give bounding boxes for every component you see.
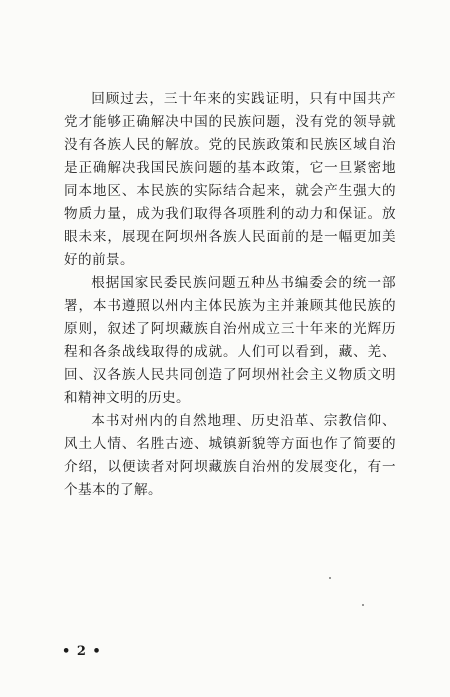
scan-speck <box>362 604 364 606</box>
paragraph-1: 回顾过去，三十年来的实践证明，只有中国共产党才能够正确解决中国的民族问题，没有党的领导就没有各族人民的解放。党的民族政策和民族区域自治是正确解决我国民族问题的基本政策，它一旦紧密地同本地区、本民族的实际结合起来，就会产生强大的物质力量，成为我们取得各项胜利的动力和保证。放眼未来，展现在阿坝州各族人民面前的是一幅更加美好的前景。 <box>64 91 396 268</box>
paragraph-3: 本书对州内的自然地理、历史沿革、宗教信仰、风土人情、名胜古迹、城镇新貌等方面也作了简要的介绍，以便读者对阿坝藏族自治州的发展变化，有一个基本的了解。 <box>64 413 396 498</box>
paragraph-2: 根据国家民委民族问题五种丛书编委会的统一部署，本书遵照以州内主体民族为主并兼顾其他民族的原则，叙述了阿坝藏族自治州成立三十年来的光辉历程和各条战线取得的成就。人们可以看到，藏、羌、回、汉各族人民共同创造了阿坝州社会主义物质文明和精神文明的历史。 <box>64 275 396 406</box>
body-text <box>64 88 396 502</box>
page-number: • 2 • <box>62 644 102 659</box>
scan-speck <box>329 577 331 579</box>
